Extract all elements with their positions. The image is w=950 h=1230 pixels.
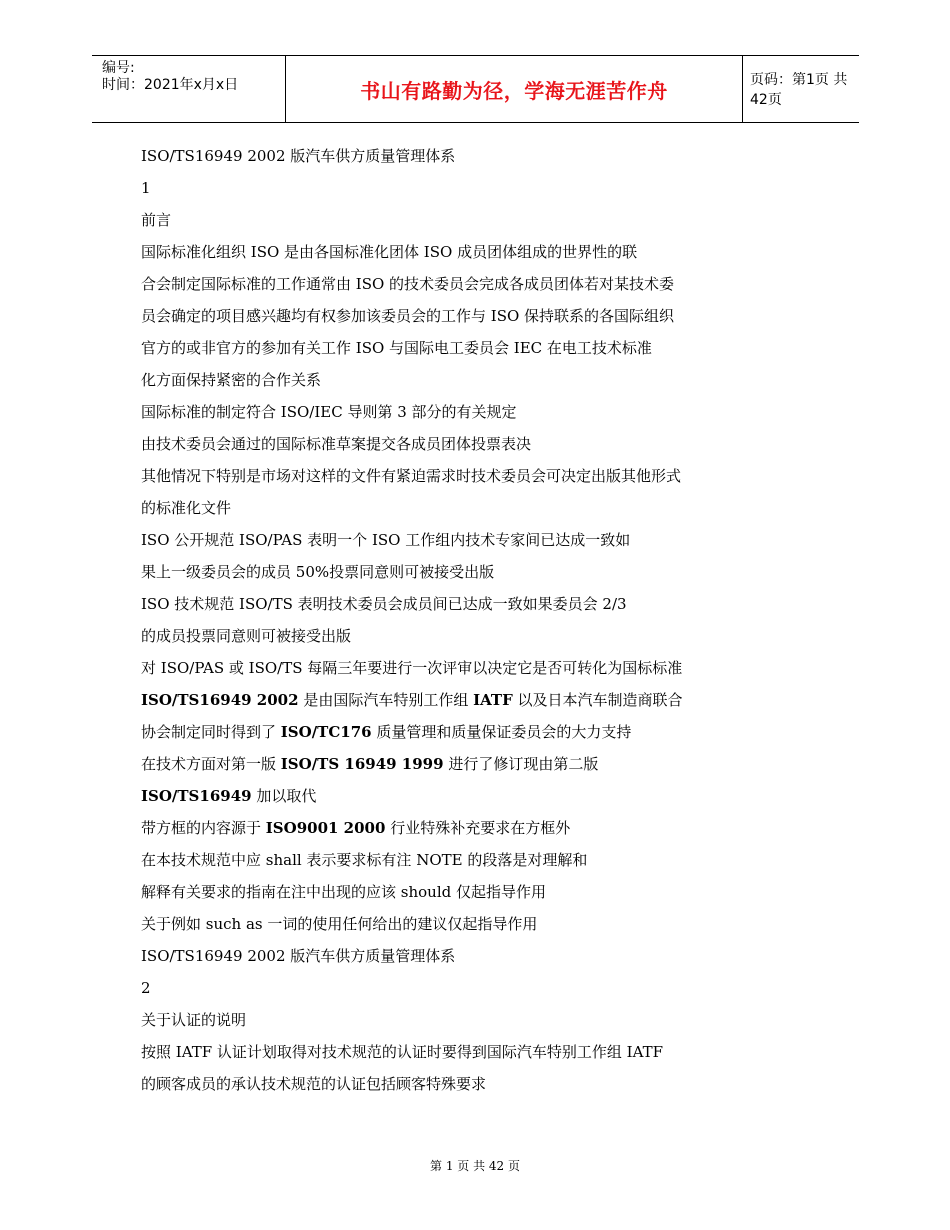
page-footer: 第 1 页 共 42 页 bbox=[430, 1159, 520, 1173]
text-line bbox=[141, 460, 841, 492]
text-segment: 2 bbox=[141, 979, 151, 997]
text-segment: 是由国际汽车特别工作组 bbox=[298, 691, 474, 709]
header-page-cell bbox=[742, 56, 859, 122]
text-segment: ISO/TS16949 2002 版汽车供方质量管理体系 bbox=[141, 947, 456, 965]
text-segment: ISO/TS16949 2002 bbox=[141, 691, 299, 709]
text-segment: ISO 技术规范 ISO/TS 表明技术委员会成员间已达成一致如果委员会 2/3 bbox=[141, 595, 627, 613]
page-header bbox=[92, 55, 859, 123]
text-segment: 官方的或非官方的参加有关工作 ISO 与国际电工委员会 IEC 在电工技术标准 bbox=[141, 339, 652, 357]
text-segment: 合会制定国际标准的工作通常由 ISO 的技术委员会完成各成员团体若对某技术委 bbox=[141, 275, 675, 293]
text-line bbox=[141, 620, 841, 652]
text-line bbox=[141, 332, 841, 364]
text-line bbox=[141, 1036, 841, 1068]
text-segment: 质量管理和质量保证委员会的大力支持 bbox=[371, 723, 632, 741]
text-segment: 的标准化文件 bbox=[141, 499, 232, 517]
text-line bbox=[141, 172, 841, 204]
text-line bbox=[141, 300, 841, 332]
text-segment: ISO/TS16949 bbox=[141, 787, 252, 805]
document-body bbox=[141, 140, 841, 1100]
text-segment: 1 bbox=[141, 179, 151, 197]
text-line bbox=[141, 588, 841, 620]
text-segment: 关于认证的说明 bbox=[141, 1011, 247, 1029]
header-motto-cell bbox=[285, 56, 743, 122]
text-line bbox=[141, 748, 841, 780]
text-segment: IATF bbox=[473, 691, 513, 709]
text-line bbox=[141, 908, 841, 940]
text-segment: 协会制定同时得到了 bbox=[141, 723, 281, 741]
text-segment: 化方面保持紧密的合作关系 bbox=[141, 371, 322, 389]
text-segment: 的成员投票同意则可被接受出版 bbox=[141, 627, 352, 645]
text-line bbox=[141, 780, 841, 812]
text-segment: 国际标准化组织 ISO 是由各国标准化团体 ISO 成员团体组成的世界性的联 bbox=[141, 243, 638, 261]
document-code-label: 编号: bbox=[102, 60, 135, 76]
text-segment: 在技术方面对第一版 bbox=[141, 755, 281, 773]
text-segment: 前言 bbox=[141, 211, 172, 229]
text-segment: ISO 公开规范 ISO/PAS 表明一个 ISO 工作组内技术专家间已达成一致如 bbox=[141, 531, 631, 549]
text-segment: 国际标准的制定符合 ISO/IEC 导则第 3 部分的有关规定 bbox=[141, 403, 517, 421]
text-segment: 其他情况下特别是市场对这样的文件有紧迫需求时技术委员会可决定出版其他形式 bbox=[141, 467, 682, 485]
text-segment: 的顾客成员的承认技术规范的认证包括顾客特殊要求 bbox=[141, 1075, 487, 1093]
header-page-number: 页码：第1页 共42页 bbox=[750, 72, 848, 108]
text-line bbox=[141, 1004, 841, 1036]
text-line bbox=[141, 524, 841, 556]
text-line bbox=[141, 684, 841, 716]
text-segment: 解释有关要求的指南在注中出现的应该 should 仅起指导作用 bbox=[141, 883, 546, 901]
text-line bbox=[141, 236, 841, 268]
text-segment: 对 ISO/PAS 或 ISO/TS 每隔三年要进行一次评审以决定它是否可转化为国标标准 bbox=[141, 659, 683, 677]
text-line bbox=[141, 972, 841, 1004]
text-segment: 按照 IATF 认证计划取得对技术规范的认证时要得到国际汽车特别工作组 IATF bbox=[141, 1043, 664, 1061]
text-segment: ISO/TC176 bbox=[280, 723, 372, 741]
text-segment: 在本技术规范中应 shall 表示要求标有注 NOTE 的段落是对理解和 bbox=[141, 851, 588, 869]
text-segment: ISO/TS 16949 1999 bbox=[280, 755, 444, 773]
header-meta bbox=[92, 56, 285, 122]
text-line bbox=[141, 396, 841, 428]
text-line bbox=[141, 492, 841, 524]
text-line bbox=[141, 140, 841, 172]
text-line bbox=[141, 428, 841, 460]
text-segment: 进行了修订现由第二版 bbox=[443, 755, 599, 773]
text-line bbox=[141, 204, 841, 236]
text-line bbox=[141, 652, 841, 684]
text-segment: ISO/TS16949 2002 版汽车供方质量管理体系 bbox=[141, 147, 456, 165]
text-line bbox=[141, 716, 841, 748]
text-segment: 关于例如 such as 一词的使用任何给出的建议仅起指导作用 bbox=[141, 915, 538, 933]
text-segment: ISO9001 2000 bbox=[265, 819, 386, 837]
text-line bbox=[141, 556, 841, 588]
text-line bbox=[141, 268, 841, 300]
text-line bbox=[141, 812, 841, 844]
text-line bbox=[141, 876, 841, 908]
text-segment: 以及日本汽车制造商联合 bbox=[512, 691, 683, 709]
text-line bbox=[141, 940, 841, 972]
text-segment: 带方框的内容源于 bbox=[141, 819, 266, 837]
text-segment: 由技术委员会通过的国际标准草案提交各成员团体投票表决 bbox=[141, 435, 532, 453]
header-motto: 书山有路勤为径，学海无涯苦作舟 bbox=[360, 78, 668, 103]
text-line bbox=[141, 1068, 841, 1100]
text-segment: 员会确定的项目感兴趣均有权参加该委员会的工作与 ISO 保持联系的各国际组织 bbox=[141, 307, 675, 325]
text-segment: 果上一级委员会的成员 50%投票同意则可被接受出版 bbox=[141, 563, 495, 581]
text-segment: 行业特殊补充要求在方框外 bbox=[385, 819, 571, 837]
document-time-label: 时间：2021年x月x日 bbox=[102, 77, 239, 93]
text-line bbox=[141, 364, 841, 396]
text-segment: 加以取代 bbox=[251, 787, 317, 805]
text-line bbox=[141, 844, 841, 876]
